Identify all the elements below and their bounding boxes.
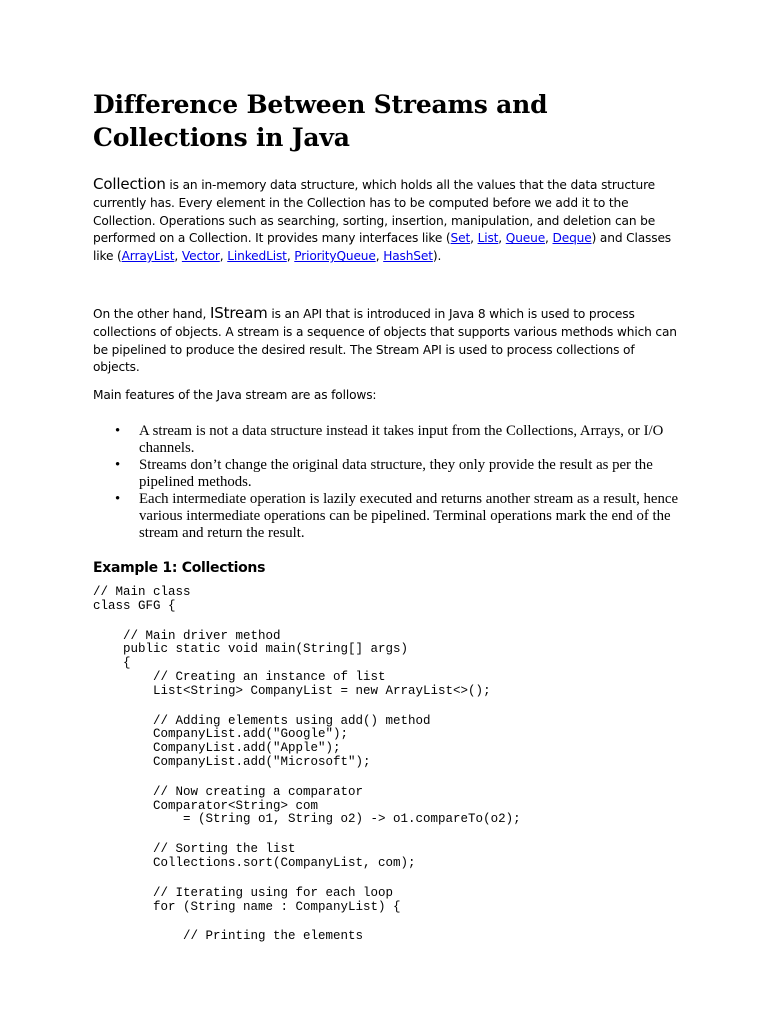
code-blank-line — [93, 770, 683, 786]
code-line: // Main class — [93, 584, 191, 599]
code-line: // Creating an instance of list — [93, 669, 386, 684]
stream-term: IStream — [209, 303, 268, 322]
list-item — [115, 422, 683, 457]
code-line: class GFG { — [93, 598, 176, 613]
link-linkedlist[interactable]: LinkedList — [227, 249, 287, 264]
list-item — [115, 456, 683, 491]
stream-lead: On the other hand, — [93, 306, 210, 321]
code-line: Collections.sort(CompanyList, com); — [93, 855, 416, 870]
link-priorityqueue[interactable]: PriorityQueue — [294, 249, 376, 264]
collection-description: is an in-memory data structure, which holds all the values that the data structure currently has. Every element in the Collection has to be computed before we add it to the Collection. Operations such as searching, sorting, insertion, manipulation, and deletion can be performed on a Collection. It provides many interfaces like ( — [93, 178, 656, 246]
page-title: Difference Between Streams and Collections in Java — [93, 90, 548, 152]
stream-paragraph — [93, 305, 683, 377]
classes-intro: ) and Classes like ( — [93, 231, 671, 264]
bullet-icon: • — [115, 490, 121, 507]
document-content — [93, 88, 683, 944]
bullet-icon: • — [115, 422, 121, 439]
example-heading: Example 1: Collections — [93, 559, 266, 576]
link-list[interactable]: List — [477, 231, 499, 246]
feature-text: Streams don’t change the original data structure, they only provide the result as per the pipelined methods. — [139, 456, 653, 490]
code-block — [93, 586, 683, 944]
features-list — [93, 423, 683, 542]
code-line: // Sorting the list — [93, 842, 296, 857]
code-line: { — [93, 656, 131, 671]
code-line: Comparator<String> com — [93, 798, 319, 813]
code-line: // Iterating using for each loop — [93, 885, 394, 900]
code-line: // Main driver method — [93, 628, 281, 643]
code-line: = (String o1, String o2) -> o1.compareTo(o2); — [93, 812, 521, 827]
spacer — [93, 377, 683, 387]
code-line: List<String> CompanyList = new ArrayList<>(); — [93, 683, 491, 698]
code-line: // Adding elements using add() method — [93, 713, 431, 728]
link-vector[interactable]: Vector — [181, 249, 220, 264]
code-line: CompanyList.add("Apple"); — [93, 741, 341, 756]
code-line: // Now creating a comparator — [93, 784, 364, 799]
code-line: for (String name : CompanyList) { — [93, 899, 401, 914]
list-item — [115, 490, 683, 542]
link-set[interactable]: Set — [450, 231, 471, 246]
feature-text: A stream is not a data structure instead it takes input from the Collections, Arrays, or I/O channels. — [139, 422, 664, 456]
code-line: CompanyList.add("Microsoft"); — [93, 754, 371, 769]
stream-description: is an API that is introduced in Java 8 which is used to process collections of objects. A stream is a sequence of objects that supports various methods which can be pipelined to produce the desired result. The Stream API is used to process collections of objects. — [93, 306, 677, 375]
classes-end: ). — [432, 249, 442, 264]
code-line: CompanyList.add("Google"); — [93, 727, 349, 742]
collection-term: Collection — [93, 175, 166, 193]
code-line: public static void main(String[] args) — [93, 642, 409, 657]
collection-paragraph: Collection is an in-memory data structure, which holds all the values that the data structure currently has. Every element in the Collection has to be computed before we add it to the Collection. Operations such as searching, sorting, insertion, manipulation, and deletion can be performed on a Collection. It provides many interfaces like (Set, List, Queue, Deque) and Classes like (ArrayList, Vector, LinkedList, PriorityQueue, HashSet). — [93, 175, 671, 264]
code-blank-line — [93, 871, 683, 887]
bullet-icon: • — [115, 456, 121, 473]
code-blank-line — [93, 827, 683, 843]
link-deque[interactable]: Deque — [552, 231, 592, 246]
code-line: // Printing the elements — [93, 929, 364, 944]
link-arraylist[interactable]: ArrayList — [121, 249, 175, 264]
code-blank-line — [93, 914, 683, 930]
link-hashset[interactable]: HashSet — [383, 249, 433, 264]
features-intro: Main features of the Java stream are as follows: — [93, 388, 377, 403]
code-blank-line — [93, 699, 683, 715]
code-blank-line — [93, 614, 683, 630]
feature-text: Each intermediate operation is lazily executed and returns another stream as a result, hence various intermediate operations can be pipelined. Terminal operations mark the end of the stream and return the result. — [139, 490, 679, 541]
spacer — [93, 266, 683, 305]
link-queue[interactable]: Queue — [505, 231, 546, 246]
